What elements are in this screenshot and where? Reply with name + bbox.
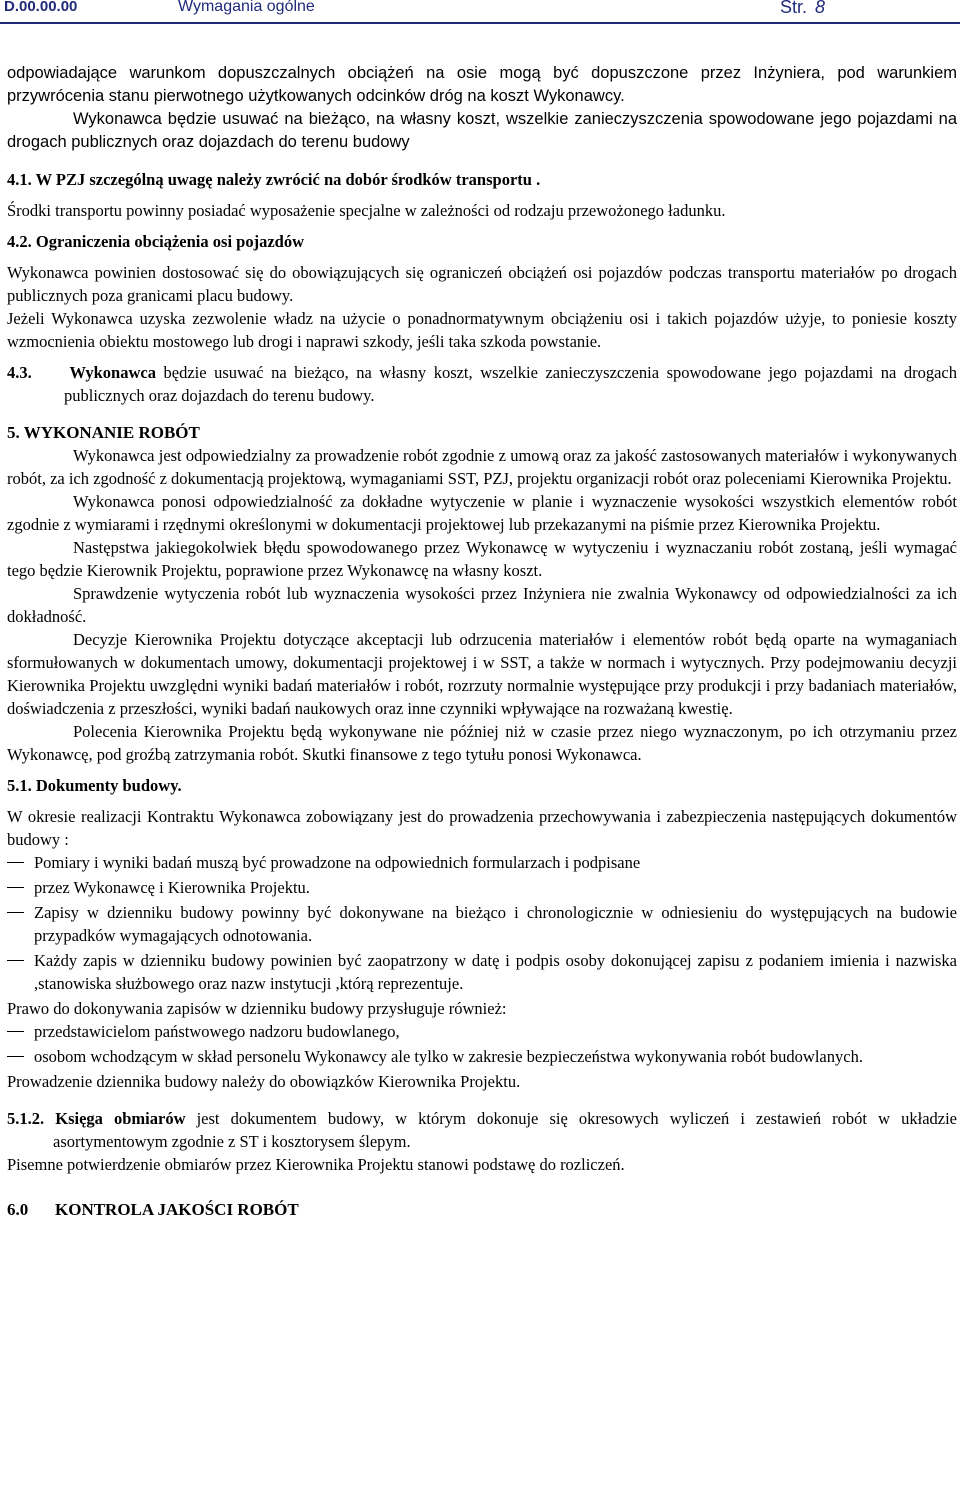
section-5-1-closing: Prowadzenie dziennika budowy należy do obowiązków Kierownika Projektu.: [7, 1072, 521, 1091]
section-4-3-number: 4.3.: [7, 363, 32, 382]
document-body: [7, 62, 957, 1221]
section-5-paragraph-2: Wykonawca ponosi odpowiedzialność za dokładne wytyczenie w planie i wyznaczenie wysokości wszystkich elementów robót zgodnie z wymiarami i rzędnymi określonymi w dokumentacji projektowej lub przekazanymi na piśmie przez Kierownika Projektu.: [7, 492, 957, 534]
section-5-heading: 5. WYKONANIE ROBÓT: [7, 423, 200, 442]
page-number: 8: [815, 0, 826, 17]
list-item: Pomiary i wyniki badań muszą być prowadzone na odpowiednich formularzach i podpisane: [7, 851, 957, 874]
intro-paragraph: odpowiadające warunkom dopuszczalnych obciążeń na osie mogą być dopuszczone przez Inżyniera, pod warunkiem przywrócenia stanu pierwotnego użytkowanych odcinków dróg na koszt Wykonawcy.: [7, 64, 957, 105]
section-4-2-title: Ograniczenia obciążenia osi pojazdów: [35, 232, 304, 251]
section-4-2-paragraph: Wykonawca powinien dostosować się do obowiązujących się ograniczeń obciążeń osi pojazdów podczas transportu materiałów po drogach publicznych poza granicami placu budowy.: [7, 263, 957, 305]
list-item: przez Wykonawcę i Kierownika Projektu.: [7, 876, 957, 899]
section-5-paragraph-3: Następstwa jakiegokolwiek błędu spowodowanego przez Wykonawcę w wytyczeniu i wyznaczaniu robót zostaną, jeśli wymagać tego będzie Kierownik Projektu, poprawione przez Wykonawcę na własny koszt.: [7, 538, 957, 580]
section-6-heading: [7, 1198, 957, 1221]
section-4-2-paragraph-2: Jeżeli Wykonawca uzyska zezwolenie władz na użycie o ponadnormatywnym obciążeniu osi i takich pojazdów użyje, to poniesie koszty wzmocnienia obiektu mostowego lub drogi i naprawi szkody, jeśli taka szkoda powstanie.: [7, 309, 957, 351]
list-item: osobom wchodzącym w skład personelu Wykonawcy ale tylko w zakresie bezpieczeństwa wykonywania robót budowlanych.: [7, 1045, 957, 1068]
section-5-1-2: [7, 1107, 957, 1153]
list-item: przedstawicielom państwowego nadzoru budowlanego,: [7, 1020, 957, 1043]
list-item: Zapisy w dzienniku budowy powinny być dokonywane na bieżąco i chronologicznie w odniesieniu do występujących na budowie przypadków wymagających odnotowania.: [7, 901, 957, 947]
section-4-2-heading: [7, 230, 957, 253]
section-4-2-number: 4.2.: [7, 232, 32, 251]
document-title: Wymagania ogólne: [178, 0, 315, 15]
section-5-paragraph-4: Sprawdzenie wytyczenia robót lub wyznaczenia wysokości przez Inżyniera nie zwalnia Wykonawcy od odpowiedzialności za ich dokładność.: [7, 584, 957, 626]
section-5-1-2-bold: Księga obmiarów: [55, 1109, 186, 1128]
page-indicator: [780, 0, 825, 18]
header-rule: [0, 22, 960, 24]
section-4-3-text: będzie usuwać na bieżąco, na własny koszt, wszelkie zanieczyszczenia spowodowane jego pojazdami na drogach publicznych oraz dojazdach do terenu budowy.: [64, 363, 957, 405]
page-header: [0, 0, 960, 22]
document-code: D.00.00.00: [4, 0, 78, 15]
documents-list: [7, 851, 957, 995]
section-5-1-intro: W okresie realizacji Kontraktu Wykonawca zobowiązany jest do prowadzenia przechowywania i zabezpieczenia następujących dokumentów budowy :: [7, 807, 957, 849]
section-6-number: 6.0: [7, 1200, 29, 1219]
entitled-persons-list: [7, 1020, 957, 1068]
section-4-3: [7, 361, 957, 407]
section-5-1-2-text: jest dokumentem budowy, w którym dokonuje się okresowych wyliczeń i zestawień robót w układzie asortymentowym zgodnie z ST i kosztorysem ślepym.: [53, 1109, 958, 1151]
section-5-1-2-paragraph-2: Pisemne potwierdzenie obmiarów przez Kierownika Projektu stanowi podstawę do rozliczeń.: [7, 1155, 625, 1174]
section-4-3-bold: Wykonawca: [69, 363, 156, 382]
intro-paragraph-2: Wykonawca będzie usuwać na bieżąco, na własny koszt, wszelkie zanieczyszczenia spowodowane jego pojazdami na drogach publicznych oraz dojazdach do terenu budowy: [7, 110, 957, 151]
section-5-1-2-number: 5.1.2.: [7, 1109, 45, 1128]
section-4-1-heading: 4.1. W PZJ szczególną uwagę należy zwrócić na dobór środków transportu .: [7, 170, 541, 189]
section-5-paragraph-5: Decyzje Kierownika Projektu dotyczące akceptacji lub odrzucenia materiałów i elementów robót będą oparte na wymaganiach sformułowanych w dokumentach umowy, dokumentacji projektowej i w SST, a także w normach i wytycznych. Przy podejmowaniu decyzji Kierownika Projektu uwzględni wyniki badań materiałów i robót, rozrzuty normalnie występujące przy produkcji i przy badaniach materiałów, doświadczenia z przeszłości, wyniki badań naukowych oraz inne czynniki wpływające na rozważaną kwestię.: [7, 630, 957, 718]
page-label: Str.: [780, 0, 808, 17]
section-5-1-rights: Prawo do dokonywania zapisów w dzienniku budowy przysługuje również:: [7, 999, 507, 1018]
list-item: Każdy zapis w dzienniku budowy powinien być zaopatrzony w datę i podpis osoby dokonującej zapisu z podaniem imienia i nazwiska ,stanowiska służbowego oraz nazw instytucji ,którą reprezentuje.: [7, 949, 957, 995]
section-4-1-text: Środki transportu powinny posiadać wyposażenie specjalne w zależności od rodzaju przewożonego ładunku.: [7, 201, 726, 220]
section-5-1-heading: 5.1. Dokumenty budowy.: [7, 776, 182, 795]
section-5-paragraph-6: Polecenia Kierownika Projektu będą wykonywane nie później niż w czasie przez niego wyznaczonym, po ich otrzymaniu przez Wykonawcę, pod groźbą zatrzymania robót. Skutki finansowe z tego tytułu ponosi Wykonawca.: [7, 722, 957, 764]
section-6-title: KONTROLA JAKOŚCI ROBÓT: [55, 1200, 299, 1219]
section-5-paragraph-1: Wykonawca jest odpowiedzialny za prowadzenie robót zgodnie z umową oraz za jakość zastosowanych materiałów i wykonywanych robót, za ich zgodność z dokumentacją projektową, wymaganiami SST, PZJ, projektu organizacji robót oraz poleceniami Kierownika Projektu.: [7, 446, 957, 488]
